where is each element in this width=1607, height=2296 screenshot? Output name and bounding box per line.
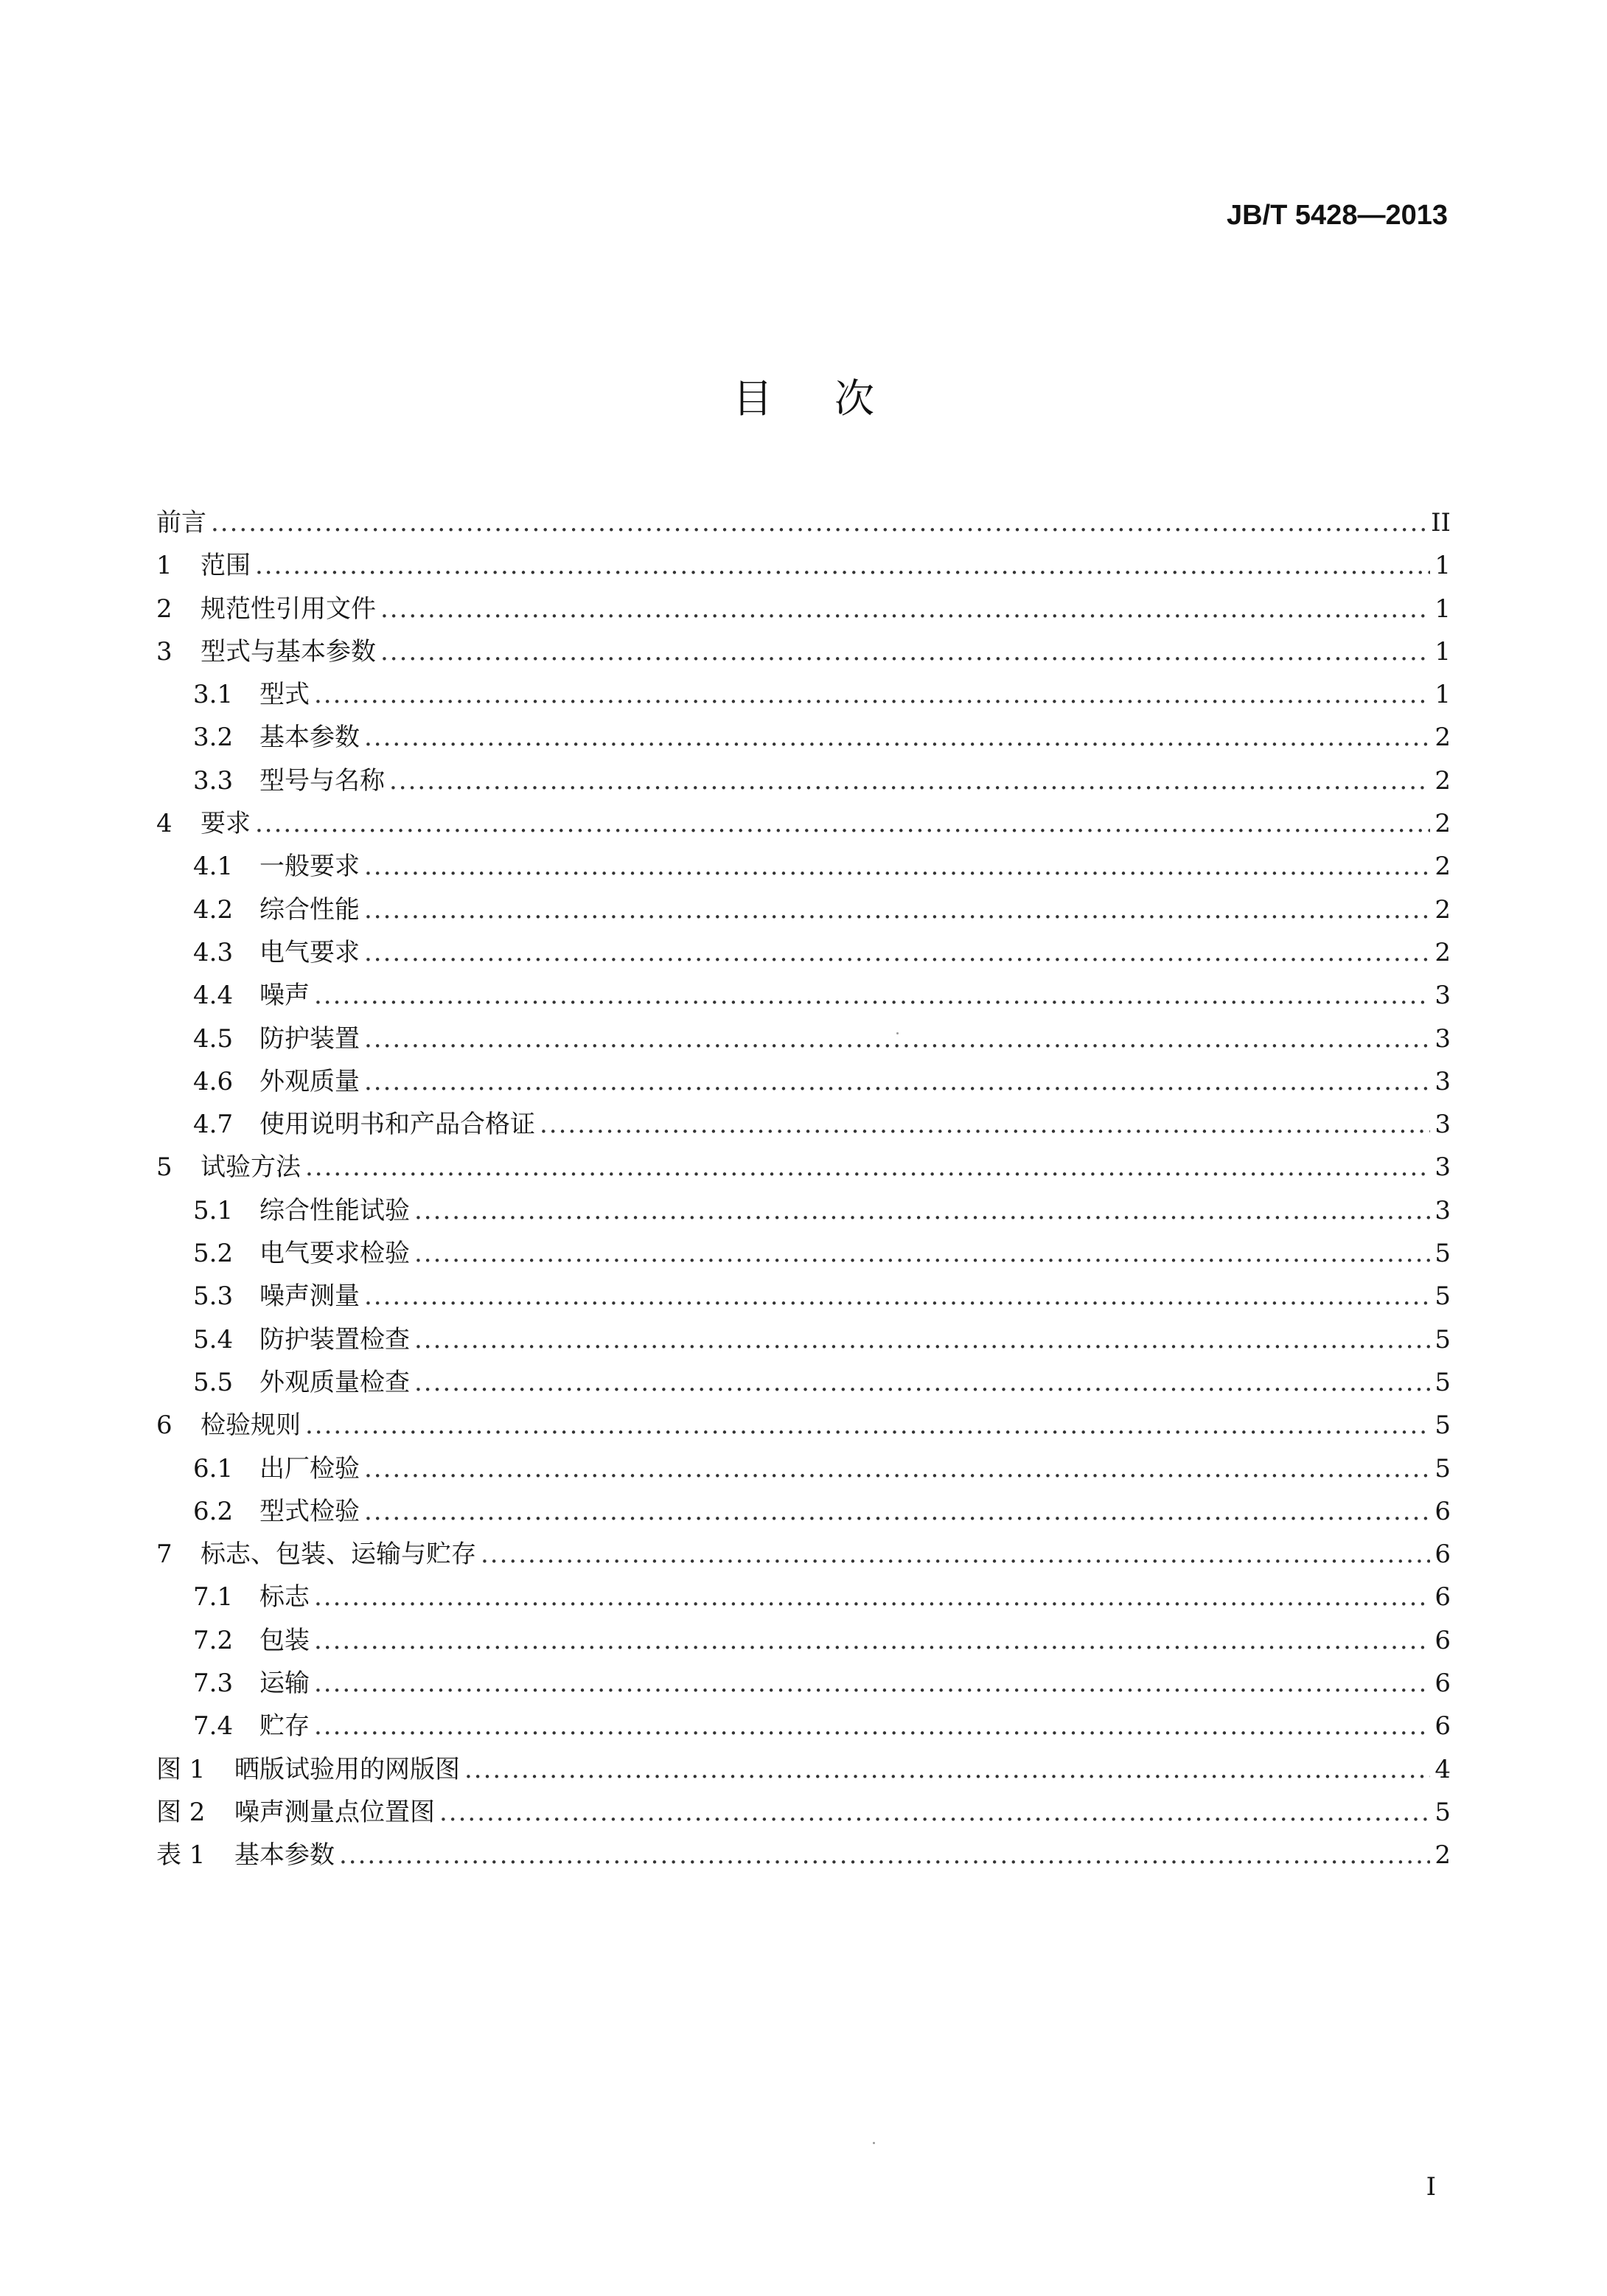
toc-entry-page: 1 (1435, 680, 1451, 710)
toc-dot-leader (364, 931, 1430, 974)
toc-entry-title: 标志 (259, 1582, 310, 1613)
toc-entry (156, 1017, 1451, 1060)
toc-entry-number: 4.5 (193, 1023, 234, 1054)
toc-dot-leader (364, 1447, 1430, 1490)
toc-entry-page: 5 (1435, 1324, 1451, 1354)
toc-entry (156, 1619, 1451, 1662)
toc-dot-leader (380, 630, 1430, 673)
toc-entry (156, 673, 1451, 716)
toc-entry-title: 一般要求 (259, 852, 360, 882)
toc-dot-leader (540, 1103, 1430, 1146)
toc-entry-page: 2 (1435, 852, 1451, 882)
toc-entry-number: 3.3 (193, 765, 234, 796)
toc-title (0, 373, 1607, 425)
toc-entry (156, 845, 1451, 888)
toc-entry (156, 1275, 1451, 1318)
toc-entry (156, 1103, 1451, 1146)
toc-entry-page: 6 (1435, 1669, 1451, 1699)
toc-entry-page: 3 (1435, 1110, 1451, 1140)
toc-entry-page: 5 (1435, 1797, 1451, 1827)
toc-dot-leader (364, 845, 1430, 888)
toc-entry-page: 6 (1435, 1496, 1451, 1526)
toc-entry-title: 型式 (259, 680, 310, 710)
toc-entry-page: 5 (1435, 1367, 1451, 1397)
toc-entry (156, 1146, 1451, 1189)
toc-entry-number: 4.6 (193, 1066, 234, 1096)
toc-entry (156, 1490, 1451, 1533)
toc-entry-page: 3 (1435, 981, 1451, 1011)
toc-entry-title: 型式检验 (259, 1496, 360, 1526)
scan-speck (896, 1032, 899, 1034)
toc-entry-page: 5 (1435, 1410, 1451, 1441)
toc-dot-leader (414, 1318, 1430, 1361)
toc-entry-title: 包装 (259, 1625, 310, 1655)
toc-entry-title: 噪声 (259, 981, 310, 1011)
toc-entry-title: 要求 (201, 809, 251, 839)
toc-dot-leader (339, 1834, 1430, 1876)
toc-entry (156, 544, 1451, 587)
toc-entry-number: 5.3 (193, 1281, 234, 1312)
toc-entry-page: 6 (1435, 1625, 1451, 1655)
toc-entry-page: 1 (1435, 594, 1451, 624)
toc-entry-page: 6 (1435, 1711, 1451, 1742)
toc-entry (156, 1318, 1451, 1361)
toc-entry-number: 图 1 (156, 1754, 206, 1784)
toc-entry-page: 5 (1435, 1239, 1451, 1269)
toc-dot-leader (481, 1533, 1430, 1576)
toc-entry-title: 综合性能 (259, 894, 360, 925)
toc-entry-title: 噪声测量 (259, 1281, 360, 1312)
toc-entry-title: 晒版试验用的网版图 (234, 1754, 460, 1784)
toc-dot-leader (314, 1619, 1430, 1662)
toc-entry (156, 974, 1451, 1017)
toc-entry-title: 检验规则 (201, 1410, 301, 1441)
toc-entry-number: 3.1 (193, 680, 234, 710)
toc-dot-leader (314, 1576, 1430, 1618)
table-of-contents (156, 501, 1451, 1877)
toc-dot-leader (464, 1748, 1430, 1791)
toc-entry-title: 贮存 (259, 1711, 310, 1742)
toc-dot-leader (380, 588, 1430, 630)
toc-dot-leader (305, 1404, 1430, 1447)
toc-dot-leader (314, 1705, 1430, 1747)
toc-entry-number: 4.3 (193, 937, 234, 967)
toc-entry-number: 7 (156, 1540, 172, 1570)
toc-entry-page: II (1431, 508, 1451, 538)
toc-entry-title: 噪声测量点位置图 (234, 1797, 435, 1827)
document-code: JB/T 5428—2013 (1227, 200, 1448, 231)
toc-entry-number: 6.2 (193, 1496, 234, 1526)
toc-dot-leader (364, 1490, 1430, 1533)
toc-dot-leader (364, 1017, 1430, 1060)
toc-entry-title: 防护装置检查 (259, 1324, 410, 1354)
toc-entry (156, 1232, 1451, 1275)
toc-entry-title: 出厂检验 (259, 1453, 360, 1483)
toc-entry-number: 6.1 (193, 1453, 234, 1483)
toc-entry-page: 6 (1435, 1540, 1451, 1570)
toc-dot-leader (364, 888, 1430, 931)
toc-dot-leader (414, 1361, 1430, 1404)
toc-entry-title: 标志、包装、运输与贮存 (201, 1540, 476, 1570)
toc-entry-title: 防护装置 (259, 1023, 360, 1054)
toc-entry-title: 电气要求检验 (259, 1239, 410, 1269)
toc-entry-page: 2 (1435, 809, 1451, 839)
toc-dot-leader (414, 1232, 1430, 1275)
toc-entry-page: 4 (1435, 1754, 1451, 1784)
toc-dot-leader (364, 1275, 1430, 1318)
toc-entry-number: 7.4 (193, 1711, 234, 1742)
toc-entry (156, 1576, 1451, 1618)
toc-dot-leader (255, 544, 1430, 587)
toc-entry-page: 2 (1435, 723, 1451, 753)
toc-dot-leader (314, 1662, 1430, 1705)
toc-entry-page: 2 (1435, 894, 1451, 925)
toc-entry (156, 716, 1451, 759)
toc-entry-number: 5.1 (193, 1195, 234, 1225)
toc-entry-number: 7.2 (193, 1625, 234, 1655)
page-number: I (1426, 2172, 1436, 2202)
toc-dot-leader (314, 974, 1430, 1017)
toc-dot-leader (305, 1146, 1430, 1189)
toc-entry (156, 1533, 1451, 1576)
toc-entry-number: 3.2 (193, 723, 234, 753)
toc-entry (156, 759, 1451, 802)
toc-entry-title: 基本参数 (259, 723, 360, 753)
toc-entry-number: 5 (156, 1152, 172, 1183)
toc-entry-number: 1 (156, 551, 172, 581)
toc-entry-number: 4.2 (193, 894, 234, 925)
toc-entry-title: 外观质量检查 (259, 1367, 410, 1397)
toc-entry-page: 3 (1435, 1195, 1451, 1225)
toc-entry (156, 1791, 1451, 1834)
toc-entry-number: 2 (156, 594, 172, 624)
toc-entry-number: 5.5 (193, 1367, 234, 1397)
toc-entry-title: 规范性引用文件 (201, 594, 376, 624)
toc-entry-title: 综合性能试验 (259, 1195, 410, 1225)
toc-entry-page: 2 (1435, 1840, 1451, 1871)
toc-entry-page: 1 (1435, 636, 1451, 667)
toc-dot-leader (439, 1791, 1430, 1834)
toc-entry-title: 外观质量 (259, 1066, 360, 1096)
toc-dot-leader (255, 802, 1430, 845)
toc-entry-number: 4.4 (193, 981, 234, 1011)
toc-entry-number: 4.1 (193, 852, 234, 882)
toc-entry (156, 931, 1451, 974)
toc-entry-title: 使用说明书和产品合格证 (259, 1110, 535, 1140)
toc-dot-leader (211, 501, 1426, 544)
toc-entry-page: 3 (1435, 1152, 1451, 1183)
toc-entry-title: 运输 (259, 1669, 310, 1699)
toc-entry-number: 7.1 (193, 1582, 234, 1613)
toc-entry-title: 型号与名称 (259, 765, 385, 796)
toc-entry-page: 6 (1435, 1582, 1451, 1613)
toc-dot-leader (364, 716, 1430, 759)
toc-entry-page: 1 (1435, 551, 1451, 581)
toc-entry-title: 基本参数 (234, 1840, 335, 1871)
toc-entry-number: 5.2 (193, 1239, 234, 1269)
toc-title-char: 次 (834, 375, 874, 422)
toc-entry-title: 电气要求 (259, 937, 360, 967)
toc-entry-number: 表 1 (156, 1840, 206, 1871)
toc-entry-page: 3 (1435, 1066, 1451, 1096)
toc-entry (156, 1404, 1451, 1447)
toc-entry (156, 1361, 1451, 1404)
toc-entry-page: 2 (1435, 765, 1451, 796)
toc-entry-number: 6 (156, 1410, 172, 1441)
toc-entry (156, 1748, 1451, 1791)
toc-entry-number: 图 2 (156, 1797, 206, 1827)
toc-entry-title: 型式与基本参数 (201, 636, 376, 667)
toc-entry (156, 630, 1451, 673)
toc-entry (156, 888, 1451, 931)
toc-entry-title: 试验方法 (201, 1152, 301, 1183)
toc-entry (156, 1662, 1451, 1705)
toc-entry (156, 802, 1451, 845)
toc-dot-leader (314, 673, 1430, 716)
toc-entry-page: 5 (1435, 1281, 1451, 1312)
toc-title-char: 目 (733, 375, 773, 422)
toc-entry (156, 1189, 1451, 1232)
toc-entry (156, 1447, 1451, 1490)
toc-entry-page: 2 (1435, 937, 1451, 967)
toc-entry-number: 4 (156, 809, 172, 839)
toc-entry (156, 501, 1451, 544)
toc-entry-number: 5.4 (193, 1324, 234, 1354)
toc-dot-leader (389, 759, 1430, 802)
toc-entry-title: 范围 (201, 551, 251, 581)
toc-entry-page: 5 (1435, 1453, 1451, 1483)
toc-dot-leader (364, 1060, 1430, 1103)
scan-speck (873, 2142, 875, 2144)
toc-entry (156, 1060, 1451, 1103)
toc-entry-number: 4.7 (193, 1110, 234, 1140)
toc-entry (156, 588, 1451, 630)
toc-entry-title: 前言 (156, 508, 206, 538)
toc-entry (156, 1834, 1451, 1876)
toc-entry (156, 1705, 1451, 1747)
toc-entry-number: 7.3 (193, 1669, 234, 1699)
toc-entry-number: 3 (156, 636, 172, 667)
toc-dot-leader (414, 1189, 1430, 1232)
toc-entry-page: 3 (1435, 1023, 1451, 1054)
